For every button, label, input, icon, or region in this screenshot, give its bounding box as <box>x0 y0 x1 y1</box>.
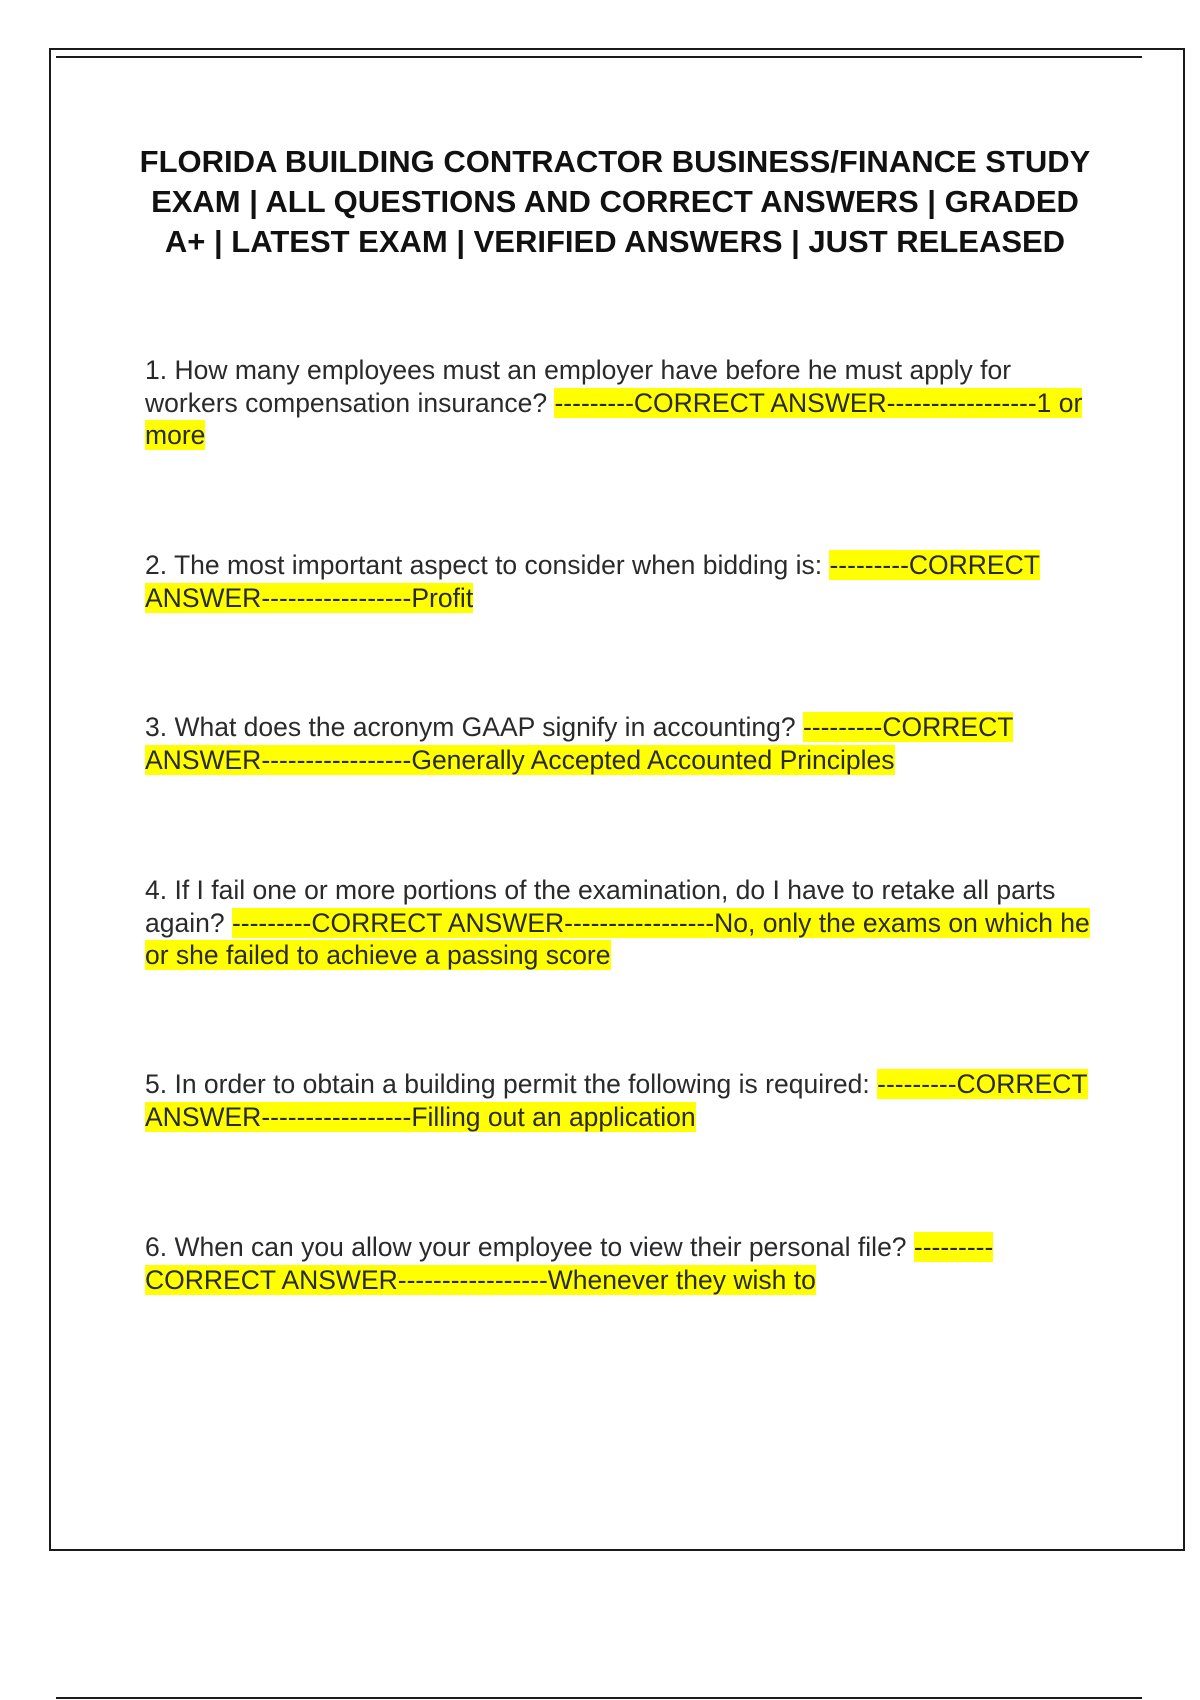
question-3 <box>145 711 1095 776</box>
question-6-answer: ---------CORRECT ANSWER-----------------Whenever they wish to <box>145 1232 994 1295</box>
question-1-text: 1. How many employees must an employer have before he must apply for workers compensation insurance? <box>145 355 1012 418</box>
question-4-answer: ---------CORRECT ANSWER-----------------No, only the exams on which he or she failed to achieve a passing score <box>145 907 1090 970</box>
question-5-text: 5. In order to obtain a building permit the following is required: <box>145 1069 878 1099</box>
question-4-text: 4. If I fail one or more portions of the examination, do I have to retake all parts again? <box>145 875 1056 938</box>
question-3-answer: ---------CORRECT ANSWER-----------------Generally Accepted Accounted Principles <box>145 712 1014 775</box>
bottom-rule <box>56 1697 1142 1699</box>
question-2-answer: ---------CORRECT ANSWER-----------------Profit <box>145 550 1040 613</box>
page-border <box>49 48 1185 1551</box>
question-5 <box>145 1068 1095 1133</box>
question-1 <box>145 354 1095 452</box>
question-3-text: 3. What does the acronym GAAP signify in accounting? <box>145 712 803 742</box>
document-title: FLORIDA BUILDING CONTRACTOR BUSINESS/FINANCE STUDY EXAM | ALL QUESTIONS AND CORRECT ANSWERS | GRADED A+ | LATEST EXAM | VERIFIED ANSWERS | JUST RELEASED <box>139 144 1091 259</box>
question-2 <box>145 549 1095 614</box>
question-6-text: 6. When can you allow your employee to view their personal file? <box>145 1232 914 1262</box>
question-5-answer: ---------CORRECT ANSWER-----------------Filling out an application <box>145 1069 1088 1132</box>
question-6 <box>145 1231 1095 1296</box>
top-rule <box>56 56 1142 58</box>
question-2-text: 2. The most important aspect to consider when bidding is: <box>145 550 830 580</box>
question-4 <box>145 874 1095 972</box>
question-1-answer: ---------CORRECT ANSWER-----------------1 or more <box>145 387 1083 450</box>
